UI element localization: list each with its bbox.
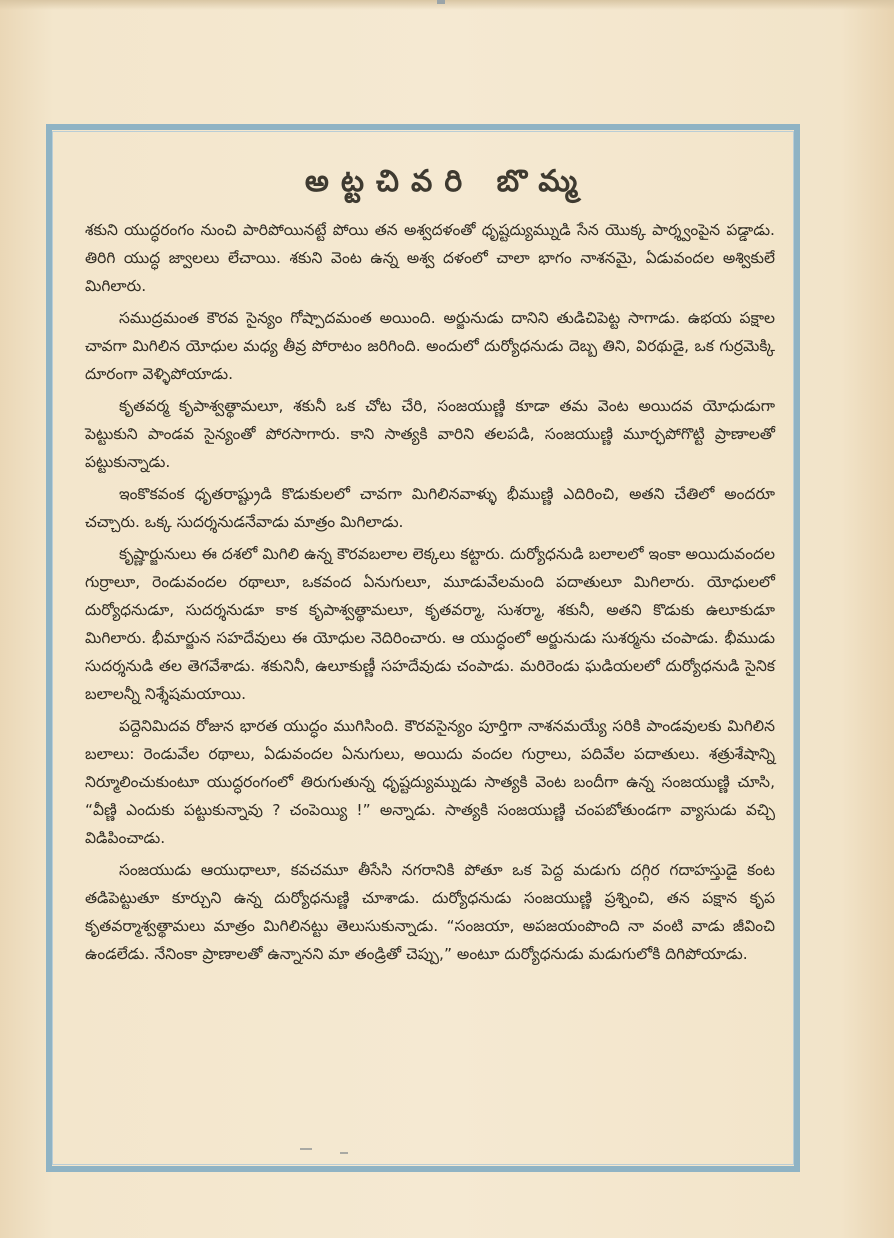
paragraph: పద్దెనిమిదవ రోజున భారత యుద్ధం ముగిసింది. కౌరవసైన్యం పూర్తిగా నాశనమయ్యే సరికి పాండవులకు మిగిలిన బలాలు: రెండువేల రథాలు, ఏడువందల ఏనుగులు, అయిదు వందల గుర్రాలు, పదివేల పదాతులు. శత్రుశేషాన్ని నిర్మూలించుకుంటూ యుద్ధరంగంలో తిరుగుతున్న ధృష్టద్యుమ్నుడు సాత్యకి వెంట బందీగా ఉన్న సంజయుణ్ణి చూసి, “వీణ్ణి ఎందుకు పట్టుకున్నావు ? చంపెయ్యి !” అన్నాడు. సాత్యకి సంజయుణ్ణి చంపబోతుండగా వ్యాసుడు వచ్చి విడిపించాడు. [85, 717, 775, 847]
paragraph: సంజయుడు ఆయుధాలూ, కవచమూ తీసేసి నగరానికి పోతూ ఒక పెద్ద మడుగు దగ్గిర గదాహస్తుడై కంట తడిపెట్టుతూ కూర్చుని ఉన్న దుర్యోధనుణ్ణి చూశాడు. దుర్యోధనుడు సంజయుణ్ణి ప్రశ్నించి, తన పక్షాన కృప కృతవర్మాశ్వత్థామలు మాత్రం మిగిలినట్టు తెలుసుకున్నాడు. “సంజయా, అపజయంపొంది నా వంటి వాడు జీవించి ఉండలేడు. నేనింకా ప్రాణాలతో ఉన్నానని మా తండ్రితో చెప్పు,” అంటూ దుర్యోధనుడు మడుగులోకి దిగిపోయాడు. [85, 861, 775, 963]
page-title: అట్టచివరి బొమ్మ [304, 164, 590, 199]
story-body [85, 216, 775, 972]
page-top-shadow [0, 0, 894, 10]
paper-fleck [300, 1148, 312, 1150]
paragraph: సముద్రమంత కౌరవ సైన్యం గోష్పాదమంత అయింది. అర్జునుడు దానిని తుడిచిపెట్ట సాగాడు. ఉభయ పక్షాల చావగా మిగిలిన యోధుల మధ్య తీవ్ర పోరాటం జరిగింది. అందులో దుర్యోధనుడు దెబ్బ తిని, విరథుడై, ఒక గుర్రమెక్కి దూరంగా వెళ్ళిపోయాడు. [85, 309, 775, 383]
paper-fleck [340, 1152, 348, 1154]
paragraph: కృష్ణార్జునులు ఈ దశలో మిగిలి ఉన్న కౌరవబలాల లెక్కలు కట్టారు. దుర్యోధనుడి బలాలలో ఇంకా అయిదువందల గుర్రాలూ, రెండువందల రథాలూ, ఒకవంద ఏనుగులూ, మూడువేలమంది పదాతులూ మిగిలారు. యోధులలో దుర్యోధనుడూ, సుదర్శనుడూ కాక కృపాశ్వత్థామలూ, కృతవర్మా, సుశర్మా, శకునీ, అతని కొడుకు ఉలూకుడూ మిగిలారు. భీమార్జున సహదేవులు ఈ యోధుల నెదిరించారు. ఆ యుద్ధంలో అర్జునుడు సుశర్మను చంపాడు. భీముడు సుదర్శనుడి తల తెగవేశాడు. శకునినీ, ఉలూకుణ్ణీ సహదేవుడు చంపాడు. మరిరెండు ఘడియలలో దుర్యోధనుడి సైనిక బలాలన్నీ నిశ్శేషమయాయి. [85, 545, 775, 703]
paragraph: ఇంకొకవంక ధృతరాష్ట్రుడి కొడుకులలో చావగా మిగిలినవాళ్ళు భీముణ్ణి ఎదిరించి, అతని చేతిలో అందరూ చచ్చారు. ఒక్క సుదర్శనుడనేవాడు మాత్రం మిగిలాడు. [85, 485, 775, 531]
paragraph: కృతవర్మ కృపాశ్వత్థామలూ, శకునీ ఒక చోట చేరి, సంజయుణ్ణి కూడా తమ వెంట అయిదవ యోధుడుగా పెట్టుకుని పాండవ సైన్యంతో పోరసాగారు. కాని సాత్యకి వారిని తలపడి, సంజయుణ్ణి మూర్ఛపోగొట్టి ప్రాణాలతో పట్టుకున్నాడు. [85, 397, 775, 471]
binding-mark [437, 0, 445, 4]
paragraph: శకుని యుద్ధరంగం నుంచి పారిపోయినట్టే పోయి తన అశ్వదళంతో ధృష్టద్యుమ్నుడి సేన యొక్క పార్శ్వంపైన పడ్డాడు. తిరిగి యుద్ధ జ్వాలలు లేచాయి. శకుని వెంట ఉన్న అశ్వ దళంలో చాలా భాగం నాశనమై, ఏడువందల అశ్వికులే మిగిలారు. [85, 221, 775, 295]
